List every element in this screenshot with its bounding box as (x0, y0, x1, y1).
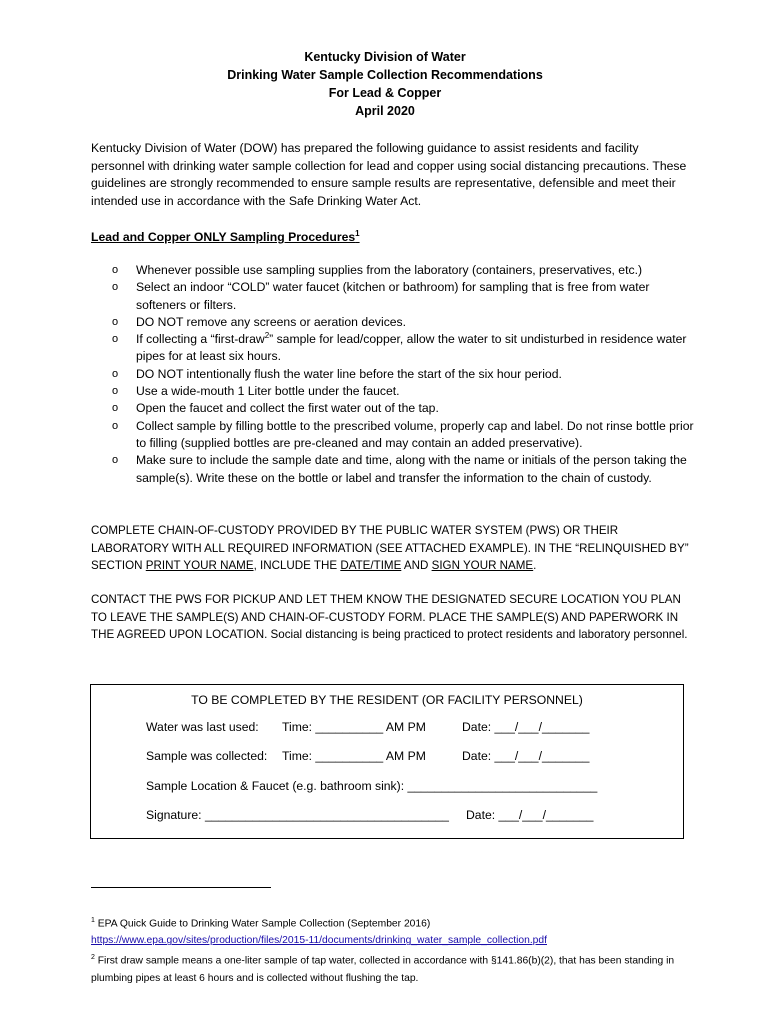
footnote-ref-2: 2 (264, 331, 270, 341)
procedures-list (112, 262, 697, 487)
footnote-1-link-row (91, 932, 691, 949)
bullet-icon: o (112, 264, 119, 276)
sample-collected-date-field[interactable]: Date: ___/___/_______ (462, 749, 590, 763)
title-agency: Kentucky Division of Water (304, 50, 466, 64)
title-subject: For Lead & Copper (328, 86, 442, 100)
sample-collected-time-field[interactable]: Time: __________ AM PM (282, 749, 426, 763)
title-date: April 2020 (355, 104, 415, 118)
signature-field[interactable]: Signature: ____________________________________ (146, 808, 449, 822)
coc-text: , INCLUDE THE (253, 559, 341, 572)
footnote-2 (91, 949, 691, 986)
bullet-icon: o (112, 402, 119, 415)
list-item (112, 366, 697, 383)
list-item (112, 418, 697, 453)
bullet-icon: o (112, 454, 119, 467)
coc-print-name: PRINT YOUR NAME (145, 559, 254, 572)
procedures-heading-text: Lead and Copper ONLY Sampling Procedures (91, 230, 356, 245)
footnote-divider (91, 887, 271, 888)
footnotes (91, 912, 691, 987)
list-item (112, 331, 697, 366)
list-item (112, 452, 697, 487)
list-item-text: DO NOT intentionally flush the water line before the start of the six hour period. (136, 366, 562, 381)
bullet-icon: o (112, 419, 119, 432)
water-last-used-label: Water was last used: (146, 720, 259, 734)
signature-date-field[interactable]: Date: ___/___/_______ (466, 808, 594, 822)
coc-text: . (533, 559, 537, 572)
title-main: Drinking Water Sample Collection Recommendations (227, 68, 543, 82)
coc-text: AND (401, 559, 432, 572)
bullet-icon: o (112, 315, 119, 328)
footnote-1-link[interactable]: https://www.epa.gov/sites/production/files/2015-11/documents/drinking_water_sample_collection.pdf (91, 935, 547, 947)
document-title (0, 48, 770, 120)
list-item-text: Use a wide-mouth 1 Liter bottle under the faucet. (136, 384, 400, 399)
contact-paragraph: CONTACT THE PWS FOR PICKUP AND LET THEM KNOW THE DESIGNATED SECURE LOCATION YOU PLAN TO LEAVE THE SAMPLE(S) AND CHAIN-OF-CUSTODY FORM. PLACE THE SAMPLE(S) AND PAPERWORK IN THE AGREED UPON LOCATION. Social distancing is being practiced to protect residents and laboratory personnel. (91, 593, 688, 641)
bullet-icon: o (112, 385, 119, 398)
list-item (112, 262, 697, 279)
list-item-text: DO NOT remove any screens or aeration devices. (136, 314, 407, 329)
coc-date-time: DATE/TIME (340, 559, 402, 572)
footnote-2-marker: 2 (91, 954, 95, 962)
chain-of-custody-paragraph (91, 522, 691, 575)
list-item (112, 383, 697, 400)
procedures-heading (91, 229, 360, 244)
list-item (112, 314, 697, 331)
list-item (112, 400, 697, 417)
footnote-1 (91, 912, 691, 932)
bullet-icon: o (112, 333, 119, 346)
bullet-icon: o (112, 281, 119, 294)
list-item-text: If collecting a “first-draw (136, 332, 265, 347)
list-item-text: Collect sample by filling bottle to the prescribed volume, properly cap and label. Do not rinse bottle prior to filling (supplied bottles are pre-cleaned and may contain an added preservative). (136, 418, 694, 450)
list-item-text: Open the faucet and collect the first water out of the tap. (136, 401, 439, 416)
list-item-text: ” sample for lead/copper, allow the water to sit undisturbed in residence water pipes for at least six hours. (136, 332, 687, 364)
footnote-ref-1: 1 (355, 229, 360, 238)
list-item-text: Select an indoor “COLD” water faucet (kitchen or bathroom) for sampling that is free from water softeners or filters. (136, 280, 650, 312)
water-last-used-date-field[interactable]: Date: ___/___/_______ (462, 720, 590, 734)
intro-paragraph: Kentucky Division of Water (DOW) has prepared the following guidance to assist residents and facility personnel with drinking water sample collection for lead and copper using social distancing precautions. These guidelines are strongly recommended to ensure sample results are representative, defensible and meet their intended use in accordance with the Safe Drinking Water Act. (91, 141, 687, 208)
list-item-text: Make sure to include the sample date and time, along with the name or initials of the person taking the sample(s). Write these on the bottle or label and transfer the information to the chain of custody. (136, 453, 687, 485)
water-last-used-time-field[interactable]: Time: __________ AM PM (282, 720, 426, 734)
sample-collected-label: Sample was collected: (146, 749, 268, 763)
coc-sign-name: SIGN YOUR NAME (431, 559, 534, 572)
list-item-text: Whenever possible use sampling supplies from the laboratory (containers, preservatives, etc.) (136, 263, 643, 277)
bullet-icon: o (112, 367, 119, 380)
resident-form (90, 684, 684, 839)
list-item (112, 279, 697, 314)
footnote-2-text: First draw sample means a one-liter sample of tap water, collected in accordance with §141.86(b)(2), that has been standing in plumbing pipes at least 6 hours and is collected without flushing the tap. (91, 955, 675, 984)
footnote-1-marker: 1 (91, 917, 95, 924)
coc-text: COMPLETE CHAIN-OF-CUSTODY PROVIDED BY THE PUBLIC WATER SYSTEM (PWS) OR THEIR LABORATORY WITH ALL REQUIRED INFORMATION (SEE ATTACHED EXAMPLE). IN THE “RELINQUISHED BY” SECTION (91, 524, 689, 572)
form-title: TO BE COMPLETED BY THE RESIDENT (OR FACILITY PERSONNEL) (191, 693, 583, 707)
sample-location-field[interactable]: Sample Location & Faucet (e.g. bathroom sink): ____________________________ (146, 779, 598, 793)
footnote-1-text: EPA Quick Guide to Drinking Water Sample Collection (September 2016) (94, 918, 431, 930)
